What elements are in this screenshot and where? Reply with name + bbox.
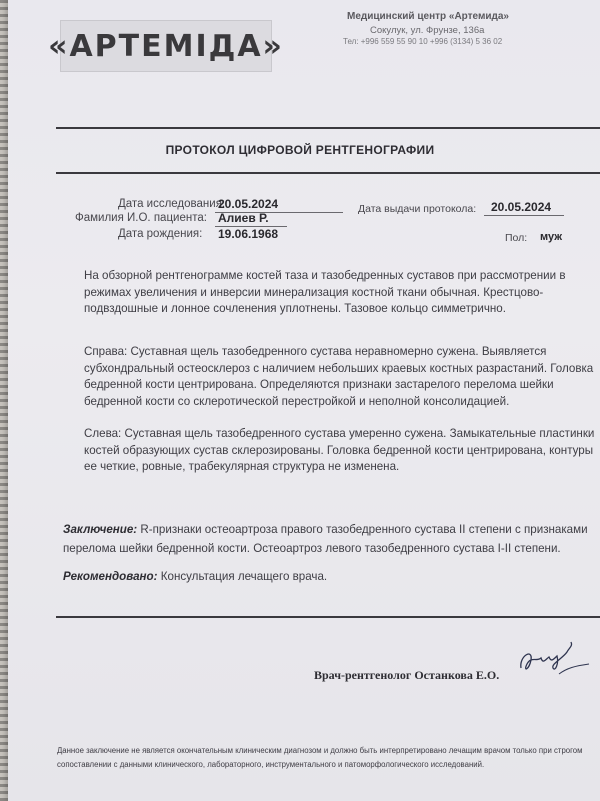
birth-date-value: 19.06.1968 — [218, 227, 279, 241]
patient-name-label: Фамилия И.О. пациента: — [75, 212, 207, 224]
exam-date-label: Дата исследования: — [118, 198, 226, 210]
issue-date-label: Дата выдачи протокола: — [358, 203, 477, 215]
issue-date-value: 20.05.2024 — [491, 200, 552, 214]
exam-date-value: 20.05.2024 — [218, 197, 279, 211]
findings-left: Слева: Суставная щель тазобедренного сустава умеренно сужена. Замыкательные пластинки костей образующих сустав склерозированы. Головка бедренной кости центрирована, контуры ее четкие, ровные, трабекулярная структура не изменена. — [84, 427, 595, 474]
sex-value: муж — [540, 231, 563, 243]
findings-right: Справа: Суставная щель тазобедренного сустава неравномерно сужена. Выявляется субхондральный остеосклероз с наличием небольших краевых костных разрастаний. Головка бедренной кости центрирована. Определяются признаки застарелого перелома шейки бедренной кости со склеротической перестройкой и неполной консолидацией. — [84, 345, 594, 409]
clinic-phones: Тел: +996 559 55 90 10 +996 (3134) 5 36 02 — [343, 37, 503, 46]
findings-overview: На обзорной рентгенограмме костей таза и тазобедренных суставов при рассмотрении в режимах увеличения и инверсии минерализация костной ткани обычная. Крестцово-подвздошные и лонное сочленения уплотнены. Тазовое кольцо симметрично. — [84, 269, 566, 316]
recommendation-text: Консультация лечащего врача. — [157, 570, 328, 583]
recommendation-paragraph — [63, 569, 600, 586]
header-rule-bottom — [56, 172, 600, 174]
birth-date-label: Дата рождения: — [118, 228, 203, 240]
paper-left-edge — [0, 0, 8, 801]
doctor-signature-label: Врач-рентгенолог Останкова Е.О. — [314, 668, 500, 682]
clinic-logo: «АРТЕМІДА» — [60, 20, 272, 72]
header-rule-top — [56, 127, 600, 129]
disclaimer-text: Данное заключение не является окончательным клиническим диагнозом и должно быть интерпретировано лечащим врачом только при строгом сопоставлении с данными клинического, лабораторного, инструментального и патоморфологического исследований. — [57, 746, 583, 769]
clinic-address: Сокулук, ул. Фрунзе, 136а — [370, 25, 485, 36]
sex-label: Пол: — [505, 232, 528, 244]
doctor-signature — [515, 638, 595, 678]
conclusion-label: Заключение: — [63, 523, 138, 536]
document-title: ПРОТОКОЛ ЦИФРОВОЙ РЕНТГЕНОГРАФИИ — [165, 143, 435, 157]
conclusion-text: R-признаки остеоартроза правого тазобедренного сустава II степени с признаками перелома шейки бедренной кости. Остеоартроз левого тазобедренного сустава I-II степени. — [63, 523, 588, 555]
issue-date-underline — [484, 215, 564, 216]
patient-name-value: Алиев Р. — [218, 211, 269, 225]
conclusion-paragraph — [63, 520, 600, 558]
clinic-name: Медицинский центр «Артемида» — [347, 11, 509, 22]
recommendation-label: Рекомендовано: — [63, 570, 158, 583]
footer-rule — [56, 616, 600, 618]
